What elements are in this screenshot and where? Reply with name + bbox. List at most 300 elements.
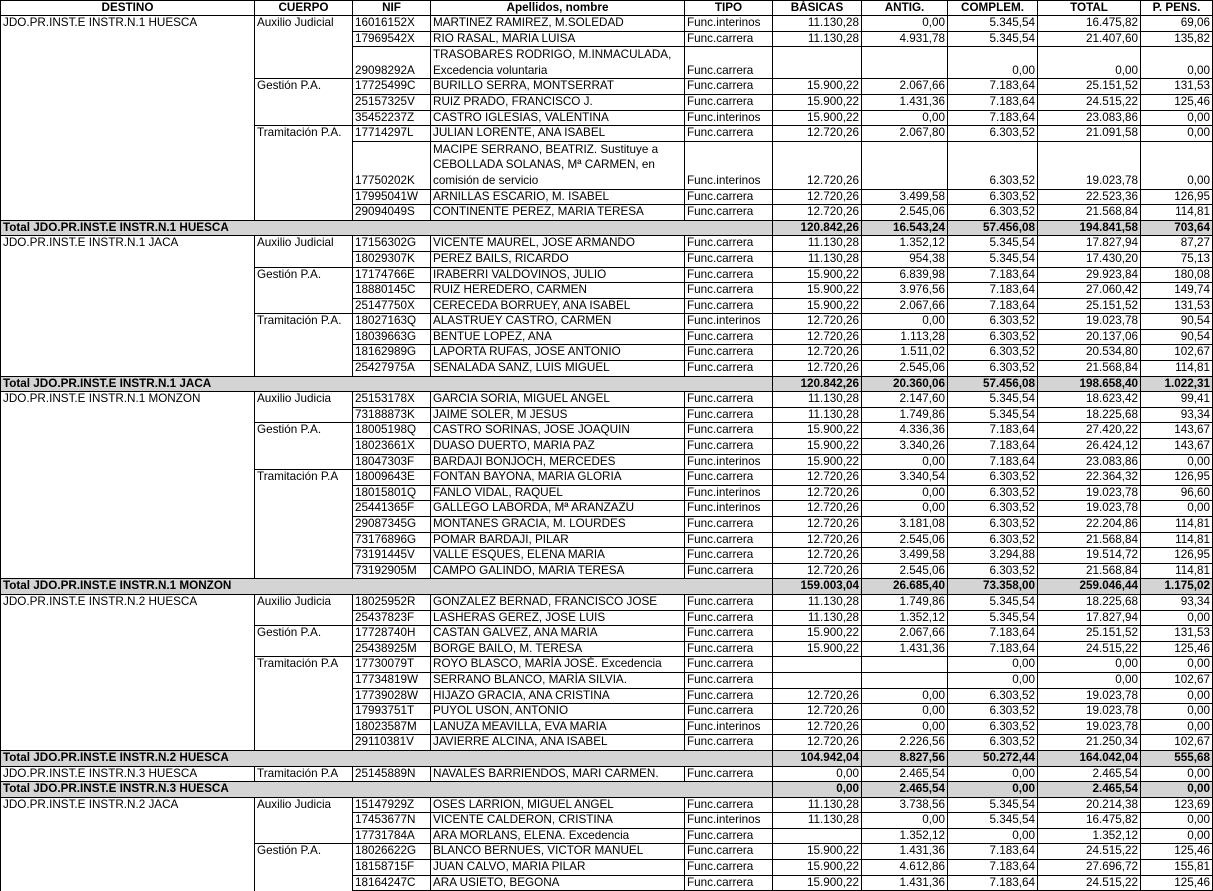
cell-complem: 5.345,54	[948, 16, 1038, 32]
cell-antig: 4.931,78	[862, 31, 948, 47]
table-row	[1, 501, 1213, 517]
table-row	[1, 641, 1213, 657]
total-antig: 16.543,24	[862, 220, 948, 236]
cell-total: 1.352,12	[1038, 828, 1141, 844]
cell-basicas: 12.720,26	[773, 345, 862, 361]
cell-tipo: Func.carrera	[685, 766, 773, 782]
cell-nombre: GONZALEZ BERNAD, FRANCISCO JOSE	[431, 594, 685, 610]
cell-destino	[1, 31, 255, 47]
total-label: Total JDO.PR.INST.E INSTR.N.1 JACA	[1, 376, 773, 392]
cell-nif: 25438925M	[353, 641, 431, 657]
total-ppens: 703,64	[1141, 220, 1213, 236]
table-row	[1, 329, 1213, 345]
cell-complem: 6.303,52	[948, 361, 1038, 377]
header-total: TOTAL	[1038, 1, 1141, 16]
cell-nombre: NAVALES BARRIENDOS, MARI CARMEN.	[431, 766, 685, 782]
cell-destino	[1, 844, 255, 860]
cell-ppens: 114,81	[1141, 563, 1213, 579]
cell-cuerpo	[255, 860, 353, 876]
cell-total: 21.568,84	[1038, 205, 1141, 221]
cell-tipo: Func.carrera	[685, 392, 773, 408]
cell-antig: 2.067,66	[862, 79, 948, 95]
cell-cuerpo	[255, 189, 353, 205]
cell-ppens: 114,81	[1141, 361, 1213, 377]
cell-cuerpo: Tramitación P.A	[255, 470, 353, 486]
cell-tipo: Func.carrera	[685, 626, 773, 642]
cell-ppens: 90,54	[1141, 329, 1213, 345]
cell-tipo: Func.carrera	[685, 361, 773, 377]
cell-ppens: 180,08	[1141, 267, 1213, 283]
cell-tipo: Func.carrera	[685, 517, 773, 533]
cell-cuerpo	[255, 251, 353, 267]
cell-nif: 17156302G	[353, 236, 431, 252]
table-row	[1, 361, 1213, 377]
cell-basicas: 12.720,26	[773, 532, 862, 548]
total-antig: 2.465,54	[862, 782, 948, 798]
table-row	[1, 860, 1213, 876]
cell-cuerpo: Gestión P.A.	[255, 267, 353, 283]
cell-destino: JDO.PR.INST.E INSTR.N.1 JACA	[1, 236, 255, 252]
cell-basicas: 12.720,26	[773, 329, 862, 345]
cell-nombre: ARNILLAS ESCARIO, M. ISABEL	[431, 189, 685, 205]
cell-antig: 0,00	[862, 719, 948, 735]
cell-destino: JDO.PR.INST.E INSTR.N.2 HUESCA	[1, 594, 255, 610]
cell-nombre: IRABERRI VALDOVINOS, JULIO	[431, 267, 685, 283]
cell-ppens: 125,46	[1141, 875, 1213, 891]
cell-destino	[1, 205, 255, 221]
cell-destino: JDO.PR.INST.E INSTR.N.1 HUESCA	[1, 16, 255, 32]
cell-nif: 18162989G	[353, 345, 431, 361]
cell-antig: 3.340,26	[862, 439, 948, 455]
cell-cuerpo	[255, 641, 353, 657]
cell-antig: 2.067,66	[862, 298, 948, 314]
cell-nombre: BURILLO SERRA, MONTSERRAT	[431, 79, 685, 95]
cell-destino	[1, 470, 255, 486]
cell-basicas: 12.720,26	[773, 361, 862, 377]
cell-nombre: ARA MORLANS, ELENA. Excedencia	[431, 828, 685, 844]
cell-total: 21.091,58	[1038, 126, 1141, 142]
cell-basicas: 15.900,22	[773, 110, 862, 126]
cell-complem: 7.183,64	[948, 267, 1038, 283]
table-row	[1, 439, 1213, 455]
table-row	[1, 517, 1213, 533]
total-total: 194.841,58	[1038, 220, 1141, 236]
total-basicas: 0,00	[773, 782, 862, 798]
cell-cuerpo: Auxilio Judicia	[255, 594, 353, 610]
cell-nombre: FANLO VIDAL, RAQUEL	[431, 485, 685, 501]
cell-ppens: 123,69	[1141, 797, 1213, 813]
cell-basicas: 11.130,28	[773, 16, 862, 32]
cell-cuerpo	[255, 548, 353, 564]
cell-destino	[1, 189, 255, 205]
cell-destino	[1, 298, 255, 314]
cell-antig: 1.113,28	[862, 329, 948, 345]
cell-total: 19.023,78	[1038, 141, 1141, 189]
cell-basicas: 15.900,22	[773, 283, 862, 299]
cell-nombre: RUIZ HEREDERO, CARMEN	[431, 283, 685, 299]
cell-basicas: 12.720,26	[773, 548, 862, 564]
cell-destino	[1, 532, 255, 548]
cell-nombre: MARTINEZ RAMIREZ, M.SOLEDAD	[431, 16, 685, 32]
cell-cuerpo	[255, 828, 353, 844]
cell-basicas: 12.720,26	[773, 688, 862, 704]
cell-antig	[862, 47, 948, 79]
cell-antig: 3.181,08	[862, 517, 948, 533]
cell-nombre: HIJAZO GRACIA, ANA CRISTINA	[431, 688, 685, 704]
cell-antig: 0,00	[862, 688, 948, 704]
cell-nif: 15147929Z	[353, 797, 431, 813]
cell-complem: 6.303,52	[948, 485, 1038, 501]
cell-antig: 3.340,54	[862, 470, 948, 486]
cell-ppens: 75,13	[1141, 251, 1213, 267]
cell-destino	[1, 407, 255, 423]
cell-antig: 3.499,58	[862, 189, 948, 205]
cell-total: 21.568,84	[1038, 563, 1141, 579]
cell-tipo: Func.carrera	[685, 735, 773, 751]
cell-tipo: Func.interinos	[685, 454, 773, 470]
cell-complem: 6.303,52	[948, 563, 1038, 579]
cell-destino	[1, 641, 255, 657]
cell-ppens: 0,00	[1141, 501, 1213, 517]
cell-tipo: Func.interinos	[685, 485, 773, 501]
cell-nif: 17739028W	[353, 688, 431, 704]
cell-cuerpo: Gestión P.A.	[255, 79, 353, 95]
table-row	[1, 345, 1213, 361]
cell-tipo: Func.carrera	[685, 860, 773, 876]
cell-nif: 18047303F	[353, 454, 431, 470]
cell-basicas	[773, 657, 862, 673]
cell-nombre: CASTRO IGLESIAS, VALENTINA	[431, 110, 685, 126]
total-row	[1, 220, 1213, 236]
cell-tipo: Func.carrera	[685, 844, 773, 860]
cell-destino	[1, 283, 255, 299]
cell-nombre: VICENTE CALDERON, CRISTINA	[431, 813, 685, 829]
cell-destino: JDO.PR.INST.E INSTR.N.3 HUESCA	[1, 766, 255, 782]
cell-antig: 4.612,86	[862, 860, 948, 876]
cell-cuerpo	[255, 672, 353, 688]
cell-complem: 6.303,52	[948, 688, 1038, 704]
cell-ppens: 69,06	[1141, 16, 1213, 32]
cell-cuerpo	[255, 875, 353, 891]
cell-ppens: 131,53	[1141, 79, 1213, 95]
cell-ppens: 126,95	[1141, 189, 1213, 205]
cell-tipo: Func.carrera	[685, 345, 773, 361]
cell-complem: 6.303,52	[948, 501, 1038, 517]
cell-cuerpo: Tramitación P.A.	[255, 126, 353, 142]
cell-destino	[1, 439, 255, 455]
cell-ppens: 114,81	[1141, 532, 1213, 548]
cell-nif: 29094049S	[353, 205, 431, 221]
cell-basicas: 15.900,22	[773, 844, 862, 860]
cell-ppens: 143,67	[1141, 439, 1213, 455]
cell-destino	[1, 267, 255, 283]
cell-complem: 7.183,64	[948, 110, 1038, 126]
cell-nombre: BLANCO BERNUES, VICTOR MANUEL	[431, 844, 685, 860]
cell-tipo: Func.carrera	[685, 283, 773, 299]
cell-nif: 73176896G	[353, 532, 431, 548]
table-row	[1, 47, 1213, 79]
cell-total: 25.151,52	[1038, 79, 1141, 95]
cell-cuerpo	[255, 532, 353, 548]
cell-nombre: MONTANES GRACIA, M. LOURDES	[431, 517, 685, 533]
cell-destino	[1, 704, 255, 720]
cell-tipo: Func.carrera	[685, 94, 773, 110]
cell-complem: 5.345,54	[948, 594, 1038, 610]
total-label: Total JDO.PR.INST.E INSTR.N.1 MONZON	[1, 579, 773, 595]
cell-cuerpo: Tramitación P.A.	[255, 314, 353, 330]
cell-basicas: 15.900,22	[773, 641, 862, 657]
cell-basicas	[773, 828, 862, 844]
cell-tipo: Func.carrera	[685, 875, 773, 891]
cell-complem: 6.303,52	[948, 126, 1038, 142]
cell-nif: 18009643E	[353, 470, 431, 486]
cell-destino	[1, 126, 255, 142]
cell-basicas: 15.900,22	[773, 79, 862, 95]
table-row	[1, 719, 1213, 735]
table-row	[1, 31, 1213, 47]
cell-nif: 18015801Q	[353, 485, 431, 501]
cell-tipo: Func.carrera	[685, 797, 773, 813]
table-row	[1, 657, 1213, 673]
cell-ppens: 114,81	[1141, 517, 1213, 533]
cell-ppens: 0,00	[1141, 828, 1213, 844]
cell-tipo: Func.carrera	[685, 439, 773, 455]
table-row	[1, 797, 1213, 813]
total-complem: 73.358,00	[948, 579, 1038, 595]
cell-destino	[1, 719, 255, 735]
cell-nombre: ARA USIETO, BEGONA	[431, 875, 685, 891]
header-destino: DESTINO	[1, 1, 255, 16]
cell-ppens: 0,00	[1141, 110, 1213, 126]
cell-cuerpo	[255, 407, 353, 423]
cell-complem: 0,00	[948, 766, 1038, 782]
cell-total: 23.083,86	[1038, 454, 1141, 470]
cell-complem: 0,00	[948, 828, 1038, 844]
cell-total: 21.250,34	[1038, 735, 1141, 751]
cell-nif: 18025952R	[353, 594, 431, 610]
table-row	[1, 563, 1213, 579]
table-row	[1, 423, 1213, 439]
table-row	[1, 470, 1213, 486]
cell-basicas: 12.720,26	[773, 126, 862, 142]
cell-complem: 5.345,54	[948, 31, 1038, 47]
cell-antig	[862, 657, 948, 673]
table-row	[1, 392, 1213, 408]
total-ppens: 0,00	[1141, 782, 1213, 798]
cell-basicas: 11.130,28	[773, 407, 862, 423]
cell-nombre: BENTUE LOPEZ, ANA	[431, 329, 685, 345]
cell-nif: 18164247C	[353, 875, 431, 891]
cell-total: 24.515,22	[1038, 844, 1141, 860]
cell-antig: 2.067,80	[862, 126, 948, 142]
cell-destino	[1, 141, 255, 189]
cell-ppens: 0,00	[1141, 704, 1213, 720]
cell-nombre: RUIZ PRADO, FRANCISCO J.	[431, 94, 685, 110]
cell-total: 17.827,94	[1038, 236, 1141, 252]
cell-complem: 6.303,52	[948, 517, 1038, 533]
cell-complem: 6.303,52	[948, 205, 1038, 221]
cell-total: 19.023,78	[1038, 688, 1141, 704]
cell-tipo: Func.interinos	[685, 501, 773, 517]
cell-nombre: PEREZ BAILS, RICARDO	[431, 251, 685, 267]
cell-tipo: Func.carrera	[685, 548, 773, 564]
cell-antig: 1.749,86	[862, 594, 948, 610]
header-nombre: Apellidos, nombre	[431, 1, 685, 16]
cell-total: 24.515,22	[1038, 94, 1141, 110]
cell-ppens: 125,46	[1141, 94, 1213, 110]
cell-nombre: CAMPO GALINDO, MARIA TERESA	[431, 563, 685, 579]
cell-tipo: Func.carrera	[685, 688, 773, 704]
cell-complem: 6.303,52	[948, 735, 1038, 751]
cell-basicas: 15.900,22	[773, 298, 862, 314]
cell-antig: 3.976,56	[862, 283, 948, 299]
total-ppens: 555,68	[1141, 750, 1213, 766]
cell-nif: 25427975A	[353, 361, 431, 377]
cell-ppens: 125,46	[1141, 844, 1213, 860]
cell-nif: 16016152X	[353, 16, 431, 32]
cell-tipo: Func.carrera	[685, 407, 773, 423]
table-row	[1, 485, 1213, 501]
cell-tipo: Func.carrera	[685, 704, 773, 720]
cell-cuerpo	[255, 517, 353, 533]
cell-tipo: Func.interinos	[685, 141, 773, 189]
cell-destino	[1, 688, 255, 704]
cell-complem: 5.345,54	[948, 797, 1038, 813]
cell-nif: 18023661X	[353, 439, 431, 455]
cell-total: 19.023,78	[1038, 501, 1141, 517]
cell-basicas: 15.900,22	[773, 860, 862, 876]
total-basicas: 104.942,04	[773, 750, 862, 766]
cell-tipo: Func.interinos	[685, 314, 773, 330]
cell-basicas: 15.900,22	[773, 423, 862, 439]
cell-ppens: 143,67	[1141, 423, 1213, 439]
total-complem: 57.456,08	[948, 376, 1038, 392]
cell-ppens: 87,27	[1141, 236, 1213, 252]
table-row	[1, 126, 1213, 142]
cell-complem: 6.303,52	[948, 314, 1038, 330]
cell-tipo: Func.carrera	[685, 641, 773, 657]
cell-complem: 6.303,52	[948, 189, 1038, 205]
table-row	[1, 189, 1213, 205]
cell-ppens: 131,53	[1141, 298, 1213, 314]
table-row	[1, 16, 1213, 32]
cell-total: 27.696,72	[1038, 860, 1141, 876]
cell-ppens: 149,74	[1141, 283, 1213, 299]
total-ppens: 1.022,31	[1141, 376, 1213, 392]
cell-ppens: 0,00	[1141, 813, 1213, 829]
cell-total: 18.225,68	[1038, 407, 1141, 423]
cell-nif: 17734819W	[353, 672, 431, 688]
cell-basicas: 15.900,22	[773, 94, 862, 110]
cell-nif: 18026622G	[353, 844, 431, 860]
cell-nif: 17714297L	[353, 126, 431, 142]
total-basicas: 120.842,26	[773, 220, 862, 236]
cell-nif: 18005198Q	[353, 423, 431, 439]
cell-antig: 2.545,06	[862, 361, 948, 377]
cell-tipo: Func.carrera	[685, 79, 773, 95]
cell-antig	[862, 672, 948, 688]
cell-nombre: BARDAJI BONJOCH, MERCEDES	[431, 454, 685, 470]
cell-basicas: 12.720,26	[773, 189, 862, 205]
header-nif: NIF	[353, 1, 431, 16]
table-row	[1, 110, 1213, 126]
table-row	[1, 766, 1213, 782]
cell-total: 21.407,60	[1038, 31, 1141, 47]
cell-cuerpo	[255, 31, 353, 47]
cell-cuerpo: Auxilio Judicia	[255, 797, 353, 813]
cell-destino	[1, 454, 255, 470]
cell-basicas	[773, 672, 862, 688]
cell-ppens: 155,81	[1141, 860, 1213, 876]
table-row	[1, 79, 1213, 95]
cell-nif: 25147750X	[353, 298, 431, 314]
cell-ppens: 0,00	[1141, 657, 1213, 673]
total-basicas: 159.003,04	[773, 579, 862, 595]
table-row	[1, 251, 1213, 267]
cell-nombre: GALLEGO LABORDA, Mª ARANZAZU	[431, 501, 685, 517]
cell-destino	[1, 875, 255, 891]
cell-nombre: RIO RASAL, MARIA LUISA	[431, 31, 685, 47]
header-complem: COMPLEM.	[948, 1, 1038, 16]
cell-cuerpo	[255, 329, 353, 345]
total-total: 198.658,40	[1038, 376, 1141, 392]
cell-tipo: Func.carrera	[685, 610, 773, 626]
cell-complem: 0,00	[948, 672, 1038, 688]
cell-nif: 73188873K	[353, 407, 431, 423]
cell-antig: 954,38	[862, 251, 948, 267]
cell-nif: 29098292A	[353, 47, 431, 79]
cell-nif: 73191445V	[353, 548, 431, 564]
cell-nif: 17725499C	[353, 79, 431, 95]
cell-antig: 0,00	[862, 454, 948, 470]
cell-antig: 0,00	[862, 485, 948, 501]
cell-basicas: 11.130,28	[773, 236, 862, 252]
cell-total: 25.151,52	[1038, 626, 1141, 642]
cell-destino	[1, 345, 255, 361]
cell-basicas: 12.720,26	[773, 470, 862, 486]
cell-nif: 18039663G	[353, 329, 431, 345]
cell-basicas: 12.720,26	[773, 314, 862, 330]
total-complem: 0,00	[948, 782, 1038, 798]
cell-nif: 18029307K	[353, 251, 431, 267]
cell-nombre: CASTRO SORINAS, JOSE JOAQUIN	[431, 423, 685, 439]
total-label: Total JDO.PR.INST.E INSTR.N.3 HUESCA	[1, 782, 773, 798]
cell-destino	[1, 501, 255, 517]
cell-antig: 1.431,36	[862, 94, 948, 110]
cell-ppens: 0,00	[1141, 47, 1213, 79]
cell-tipo: Func.interinos	[685, 719, 773, 735]
cell-nif: 18027163Q	[353, 314, 431, 330]
cell-nif: 17730079T	[353, 657, 431, 673]
cell-cuerpo	[255, 563, 353, 579]
cell-basicas: 12.720,26	[773, 735, 862, 751]
cell-nif: 29110381V	[353, 735, 431, 751]
cell-antig: 2.545,06	[862, 563, 948, 579]
cell-tipo: Func.carrera	[685, 423, 773, 439]
cell-antig	[862, 141, 948, 189]
cell-complem: 6.303,52	[948, 329, 1038, 345]
cell-tipo: Func.interinos	[685, 813, 773, 829]
cell-antig: 2.147,60	[862, 392, 948, 408]
table-row	[1, 688, 1213, 704]
cell-ppens: 102,67	[1141, 672, 1213, 688]
cell-antig: 0,00	[862, 704, 948, 720]
total-label: Total JDO.PR.INST.E INSTR.N.2 HUESCA	[1, 750, 773, 766]
cell-cuerpo	[255, 361, 353, 377]
cell-complem: 7.183,64	[948, 454, 1038, 470]
cell-nombre: LASHERAS GEREZ, JOSE LUIS	[431, 610, 685, 626]
cell-nif: 17174766E	[353, 267, 431, 283]
